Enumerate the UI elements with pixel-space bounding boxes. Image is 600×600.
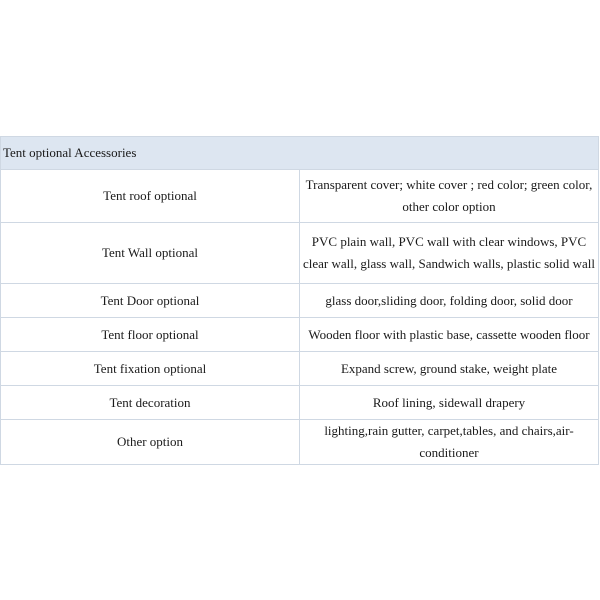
accessories-table — [0, 136, 599, 465]
row-value: glass door,sliding door, folding door, solid door — [300, 284, 599, 318]
row-label: Tent fixation optional — [1, 352, 300, 386]
table-row — [1, 352, 599, 386]
row-value: Transparent cover; white cover ; red color; green color, other color option — [300, 170, 599, 223]
table-row — [1, 318, 599, 352]
row-label: Other option — [1, 420, 300, 465]
row-value: lighting,rain gutter, carpet,tables, and chairs,air-conditioner — [300, 420, 599, 465]
row-value: Roof lining, sidewall drapery — [300, 386, 599, 420]
accessories-table-container — [0, 136, 599, 465]
row-label: Tent Door optional — [1, 284, 300, 318]
table-row — [1, 386, 599, 420]
row-label: Tent decoration — [1, 386, 300, 420]
table-row — [1, 223, 599, 284]
table-row — [1, 284, 599, 318]
row-label: Tent roof optional — [1, 170, 300, 223]
row-value: Expand screw, ground stake, weight plate — [300, 352, 599, 386]
row-label: Tent floor optional — [1, 318, 300, 352]
table-row — [1, 420, 599, 465]
row-label: Tent Wall optional — [1, 223, 300, 284]
row-value: PVC plain wall, PVC wall with clear windows, PVC clear wall, glass wall, Sandwich walls, plastic solid wall — [300, 223, 599, 284]
row-value: Wooden floor with plastic base, cassette wooden floor — [300, 318, 599, 352]
table-header: Tent optional Accessories — [1, 137, 599, 170]
table-header-row — [1, 137, 599, 170]
table-row — [1, 170, 599, 223]
